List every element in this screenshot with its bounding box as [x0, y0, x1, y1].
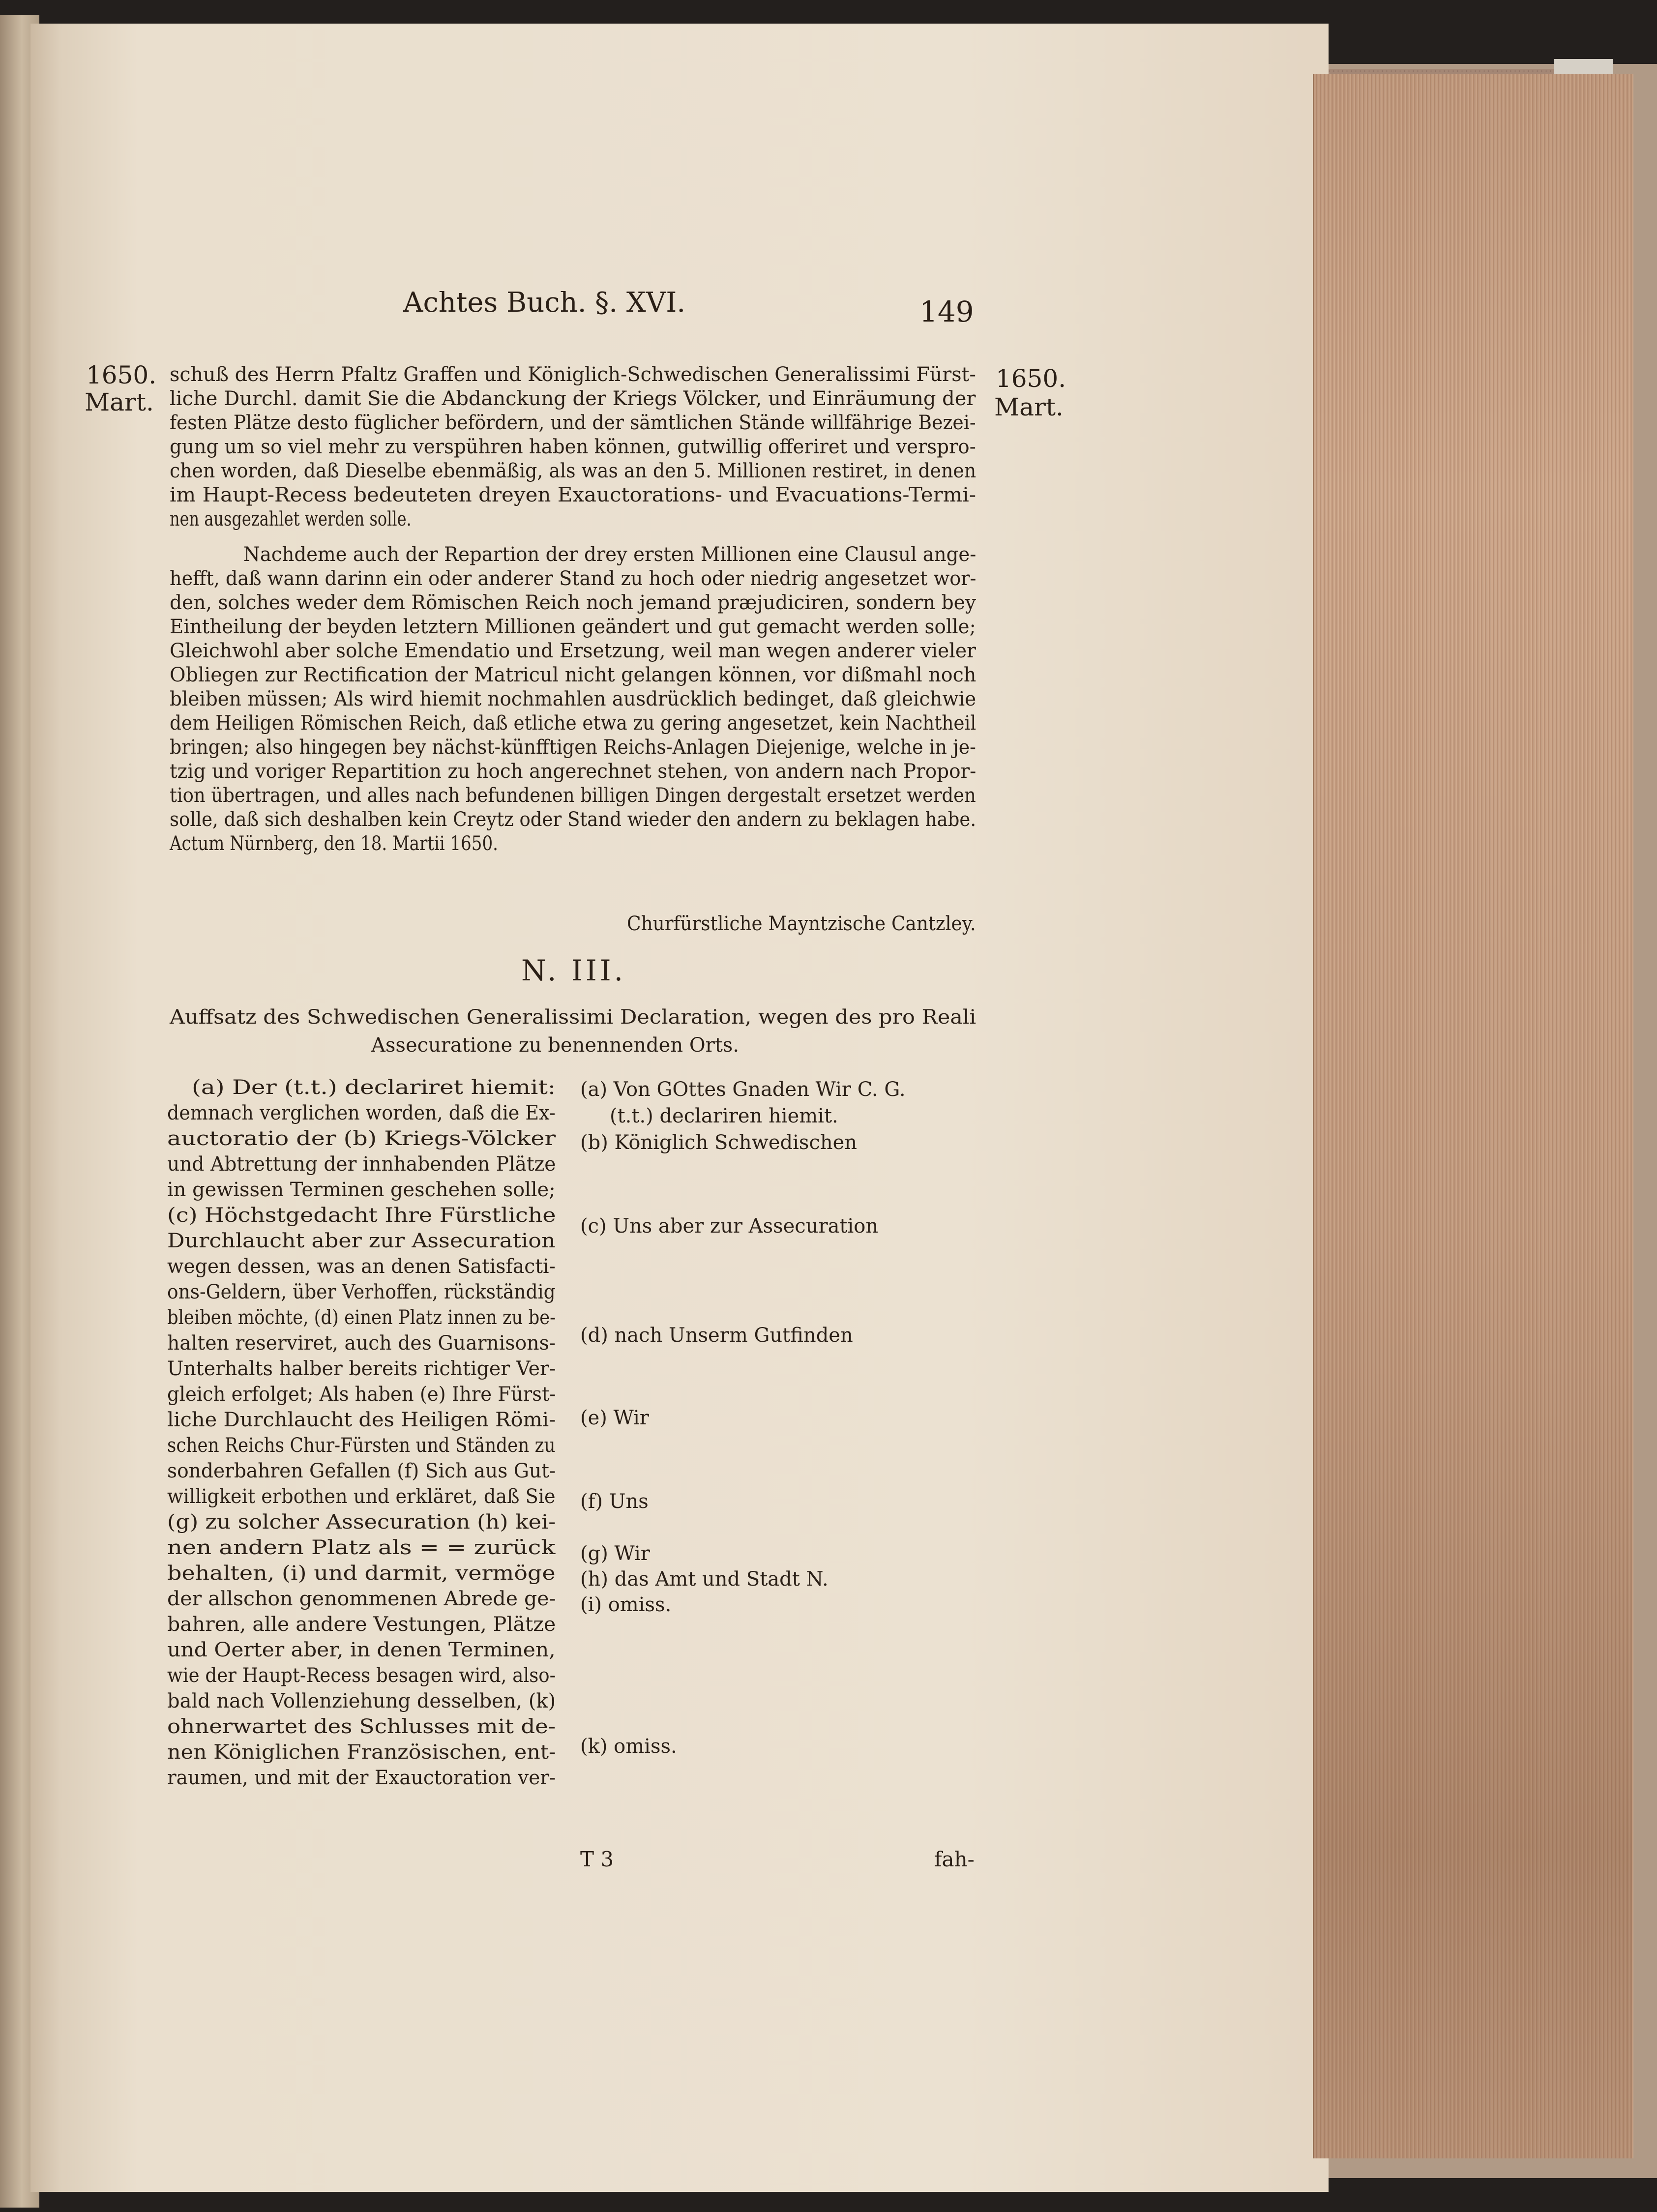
text-line: chen worden, daß Dieselbe ebenmäßig, als was an den 5. Millionen restiret, in denen — [170, 460, 976, 482]
column-line: (a) Der (t.t.) declariret hiemit: — [192, 1076, 556, 1099]
column-line: ons-Geldern, über Verhoffen, rückständig — [167, 1281, 556, 1303]
text-line: Eintheilung der beyden letztern Millionen geändert und gut gemacht werden solle; — [170, 616, 976, 638]
text-line: Obliegen zur Rectification der Matricul nicht gelangen können, vor dißmahl noch — [170, 664, 976, 686]
text-line: Actum Nürnberg, den 18. Martii 1650. — [170, 832, 498, 855]
column-line: der allschon genommenen Abrede ge- — [167, 1588, 556, 1610]
margin-year-right: 1650. — [996, 365, 1066, 392]
text-line: hefft, daß wann darinn ein oder anderer Stand zu hoch oder niedrig angesetzet wor- — [170, 567, 976, 590]
note-e: (e) Wir — [580, 1407, 649, 1429]
column-line: wegen dessen, was an denen Satisfacti- — [167, 1255, 556, 1278]
column-line: nen andern Platz als = = zurück — [167, 1536, 556, 1559]
section-title-line-2: Assecuratione zu benennenden Orts. — [371, 1034, 740, 1057]
margin-month-right: Mart. — [994, 393, 1064, 421]
column-line: liche Durchlaucht des Heiligen Römi- — [167, 1409, 556, 1431]
column-line: (c) Höchstgedacht Ihre Fürstliche — [167, 1204, 556, 1227]
note-i: (i) omiss. — [580, 1593, 672, 1616]
column-line: ohnerwartet des Schlusses mit de- — [167, 1715, 556, 1738]
section-title-line-1: Auffsatz des Schwedischen Generalissimi Declaration, wegen des pro Reali — [170, 1006, 976, 1029]
text-line: liche Durchl. damit Sie die Abdanckung der Kriegs Völcker, und Einräumung der — [170, 387, 976, 410]
text-line: dem Heiligen Römischen Reich, daß etliche etwa zu gering angesetzet, kein Nachtheil — [170, 712, 976, 735]
column-line: und Oerter aber, in denen Terminen, — [167, 1639, 556, 1661]
column-line: schen Reichs Chur-Fürsten und Ständen zu — [167, 1434, 556, 1457]
column-line: wie der Haupt-Recess besagen wird, also- — [167, 1664, 556, 1687]
column-line: auctoratio der (b) Kriegs-Völcker — [167, 1127, 556, 1150]
text-line: gung um so viel mehr zu verspühren haben können, gutwillig offeriret und verspro- — [170, 436, 976, 458]
signature-line: Churfürstliche Mayntzische Cantzley. — [627, 913, 976, 935]
text-line: Gleichwohl aber solche Emendatio und Ersetzung, weil man wegen anderer vieler — [170, 640, 976, 662]
margin-month-left: Mart. — [85, 388, 154, 416]
page-number: 149 — [919, 300, 974, 324]
text-line: Nachdeme auch der Repartion der drey ersten Millionen eine Clausul ange- — [243, 543, 976, 566]
catchword: fah- — [934, 1848, 975, 1871]
column-line: (g) zu solcher Assecuration (h) kei- — [167, 1511, 556, 1534]
column-line: in gewissen Terminen geschehen solle; — [167, 1179, 556, 1201]
column-line: demnach verglichen worden, daß die Ex- — [167, 1102, 556, 1124]
column-line: und Abtrettung der innhabenden Plätze — [167, 1153, 556, 1176]
text-line: bringen; also hingegen bey nächst-künfftigen Reichs-Anlagen Diejenige, welche in je- — [170, 736, 976, 759]
column-line: willigkeit erbothen und erkläret, daß Sie — [167, 1485, 556, 1508]
text-line: nen ausgezahlet werden solle. — [170, 508, 412, 531]
column-line: raumen, und mit der Exauctoration ver- — [167, 1767, 556, 1789]
text-line: im Haupt-Recess bedeuteten dreyen Exauctorations- und Evacuations-Termi- — [170, 484, 976, 506]
column-line: bahren, alle andere Vestungen, Plätze — [167, 1613, 556, 1636]
page-edges-shading — [1313, 74, 1632, 2158]
text-line: solle, daß sich deshalben kein Creytz oder Stand wieder den andern zu beklagen habe. — [170, 808, 976, 831]
note-b: (b) Königlich Schwedischen — [580, 1131, 858, 1154]
margin-year-left: 1650. — [86, 361, 157, 389]
text-line: den, solches weder dem Römischen Reich noch jemand præjudiciren, sondern bey — [170, 591, 976, 614]
note-c: (c) Uns aber zur Assecuration — [580, 1215, 879, 1238]
column-line: gleich erfolget; Als haben (e) Ihre Fürst- — [167, 1383, 556, 1406]
text-line: tion übertragen, und alles nach befundenen billigen Dingen dergestalt ersetzet werden — [170, 784, 976, 807]
column-line: bald nach Vollenziehung desselben, (k) — [167, 1690, 556, 1712]
column-line: Durchlaucht aber zur Assecuration — [167, 1230, 556, 1252]
note-f: (f) Uns — [580, 1490, 649, 1513]
note-a: (a) Von GOttes Gnaden Wir C. G. — [580, 1078, 906, 1101]
note-a-continued: (t.t.) declariren hiemit. — [610, 1105, 838, 1127]
column-line: behalten, (i) und darmit, vermöge — [167, 1562, 556, 1585]
note-d: (d) nach Unserm Gutfinden — [580, 1324, 853, 1347]
column-line: nen Königlichen Französischen, ent- — [167, 1741, 556, 1764]
note-g: (g) Wir — [580, 1542, 650, 1565]
signature-mark: T 3 — [580, 1848, 614, 1871]
column-line: bleiben möchte, (d) einen Platz innen zu be- — [167, 1306, 556, 1329]
column-line: Unterhalts halber bereits richtiger Ver- — [167, 1357, 556, 1380]
note-k: (k) omiss. — [580, 1735, 677, 1758]
text-line: festen Plätze desto füglicher befördern, und der sämtlichen Stände willfährige Bezei- — [170, 412, 976, 434]
text-line: bleiben müssen; Als wird hiemit nochmahlen ausdrücklich bedinget, daß gleichwie — [170, 688, 976, 710]
running-header: Achtes Buch. §. XVI. — [403, 291, 686, 315]
text-line: schuß des Herrn Pfaltz Graffen und Königlich-Schwedischen Generalissimi Fürst- — [170, 363, 976, 386]
column-line: sonderbahren Gefallen (f) Sich aus Gut- — [167, 1460, 556, 1482]
text-line: tzig und voriger Repartition zu hoch angerechnet stehen, von andern nach Propor- — [170, 760, 976, 783]
section-heading: N. III. — [521, 959, 626, 982]
note-h: (h) das Amt und Stadt N. — [580, 1568, 828, 1591]
column-line: halten reserviret, auch des Guarnisons- — [167, 1332, 556, 1355]
